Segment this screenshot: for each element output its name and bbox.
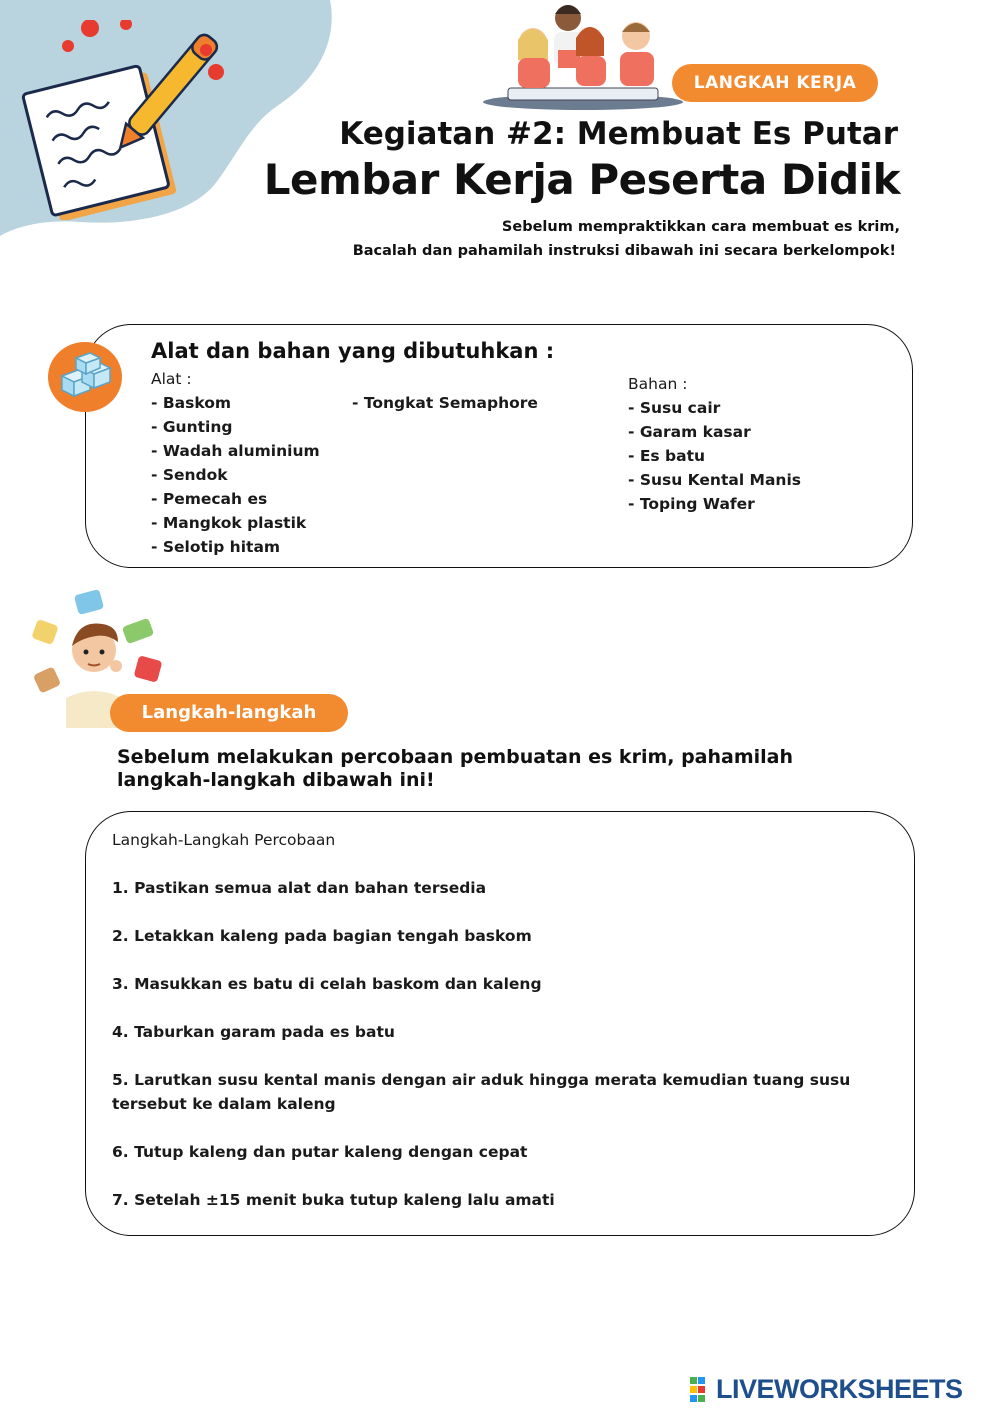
step-item: 7. Setelah ±15 menit buka tutup kaleng lalu amati [112, 1191, 555, 1209]
tools-list-extra [352, 391, 538, 415]
list-item: - Susu Kental Manis [628, 471, 802, 489]
list-item: - Gunting [151, 418, 233, 436]
ingredients-list [628, 372, 801, 516]
step-item: 4. Taburkan garam pada es batu [112, 1023, 395, 1041]
list-item: - Susu cair [628, 399, 721, 417]
worksheet-title: Lembar Kerja Peserta Didik [263, 155, 900, 204]
list-item: - Sendok [151, 466, 228, 484]
list-item: - Es batu [628, 447, 706, 465]
step-item: 1. Pastikan semua alat dan bahan tersedia [112, 879, 487, 897]
step-item: 3. Masukkan es batu di celah baskom dan kaleng [112, 975, 542, 993]
tools-list [151, 367, 320, 559]
intro-line-1: Sebelum mempraktikkan cara membuat es krim, [501, 219, 900, 235]
list-item: - Mangkok plastik [151, 514, 307, 532]
steps-list [112, 828, 907, 1236]
ingredients-label: Bahan : [628, 375, 688, 393]
list-item: - Selotip hitam [151, 538, 281, 556]
steps-intro: Sebelum melakukan percobaan pembuatan es krim, pahamilah langkah-langkah dibawah ini! [117, 746, 794, 791]
list-item: - Baskom [151, 394, 232, 412]
liveworksheets-logo[interactable] [690, 1374, 963, 1406]
liveworksheets-brand: LIVEWORKSHEETS [716, 1374, 963, 1404]
step-item: 5. Larutkan susu kental manis dengan air aduk hingga merata kemudian tuang susu tersebut ke dalam kaleng [112, 1071, 851, 1113]
steps-heading: Langkah-Langkah Percobaan [112, 831, 336, 849]
list-item: - Tongkat Semaphore [352, 394, 538, 412]
notebook-pen-icon [20, 20, 240, 220]
intro-line-2: Bacalah dan pahamilah instruksi dibawah ini secara berkelompok! [352, 243, 896, 259]
materials-title: Alat dan bahan yang dibutuhkan : [151, 339, 555, 363]
step-item: 2. Letakkan kaleng pada bagian tengah baskom [112, 927, 532, 945]
step-item: 6. Tutup kaleng dan putar kaleng dengan cepat [112, 1143, 528, 1161]
liveworksheets-icon [690, 1377, 714, 1403]
langkah-langkah-badge: Langkah-langkah [110, 694, 348, 732]
list-item: - Garam kasar [628, 423, 751, 441]
list-item: - Wadah aluminium [151, 442, 320, 460]
tools-label: Alat : [151, 370, 192, 388]
list-item: - Toping Wafer [628, 495, 755, 513]
ice-cube-icon [52, 346, 118, 408]
list-item: - Pemecah es [151, 490, 268, 508]
activity-title: Kegiatan #2: Membuat Es Putar [339, 116, 898, 152]
langkah-kerja-badge: LANGKAH KERJA [672, 64, 878, 102]
students-illustration [478, 0, 688, 112]
